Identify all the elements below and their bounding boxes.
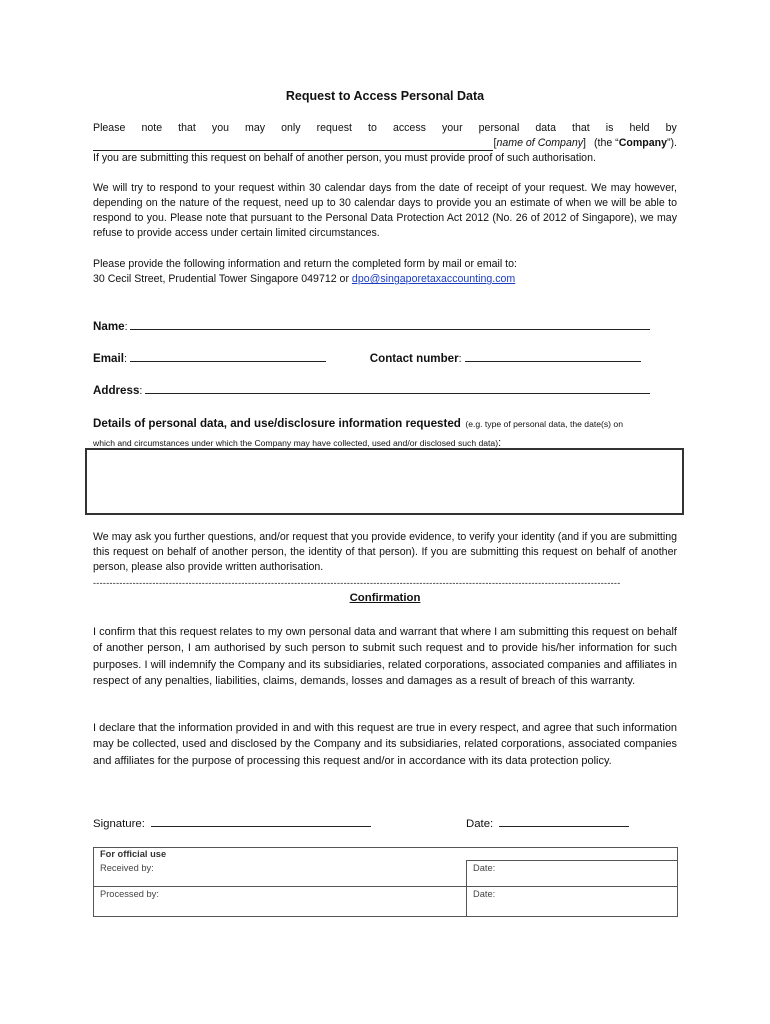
signature-date-label: Date: (466, 818, 494, 830)
processed-date-cell: Date: (467, 887, 678, 917)
processed-by-cell: Processed by: (94, 887, 467, 917)
name-colon: : (124, 321, 128, 333)
company-name-blank[interactable] (93, 139, 493, 151)
intro-word: data (535, 122, 556, 134)
signature-row (93, 815, 371, 830)
received-date-cell: Date: (467, 861, 678, 887)
intro-word: may (245, 122, 266, 134)
intro-word: by (665, 122, 677, 134)
intro-word: that (178, 122, 196, 134)
company-def-word: Company (618, 137, 667, 149)
received-by-cell: Received by: (94, 861, 467, 887)
email-label: Email (93, 352, 124, 365)
intro-line-1 (93, 121, 677, 136)
official-use-table (93, 847, 678, 917)
details-hint-1: (e.g. type of personal data, the date(s) on (465, 419, 623, 429)
intro-word: your (441, 122, 463, 134)
details-label: Details of personal data, and use/disclosure information requested (93, 417, 461, 430)
separator-line: ---------------------------------------------------------------------------------------------------------------------------------------------------------------- (93, 578, 621, 588)
contact-number-label: Contact number (369, 352, 459, 365)
intro-word: is (605, 122, 614, 134)
intro-paragraph (93, 121, 677, 166)
details-hint-colon: : (498, 437, 502, 449)
intro-word: note (141, 122, 163, 134)
name-label: Name (93, 320, 125, 333)
intro-word: request (316, 122, 352, 134)
submission-address-line (93, 272, 677, 287)
confirmation-heading: Confirmation (349, 592, 421, 604)
details-textbox[interactable] (85, 448, 684, 515)
name-field[interactable] (130, 318, 650, 330)
company-placeholder: name of Company (496, 137, 584, 149)
signature-date-row (466, 815, 629, 830)
submission-line: Please provide the following information and return the completed form by mail or email to: (93, 258, 517, 270)
company-open-bracket: [ (493, 137, 497, 149)
email-row (93, 350, 677, 367)
contact-colon: : (458, 353, 462, 365)
verification-paragraph: We may ask you further questions, and/or request that you provide evidence, to verify your identity (and if you are submitting this request on behalf of another person, the identity of that person). If you are submitting this request on behalf of another person, please also provide written authorisation. (93, 531, 677, 573)
address-colon: : (139, 385, 143, 397)
details-heading (93, 414, 693, 452)
intro-word: access (392, 122, 426, 134)
address-label: Address (93, 384, 140, 397)
page-title: Request to Access Personal Data (285, 89, 485, 103)
details-hint-2: which and circumstances under which the Company may have collected, used and/or disclosed such data) (93, 438, 499, 448)
confirmation-paragraph-1: I confirm that this request relates to my own personal data and warrant that where I am submitting this request on behalf of another person, I am authorised by such person to submit such request and to provide his/her information for such purposes. I will indemnify the Company and its subsidiaries, related corporations, associated companies and affiliates in respect of any penalties, liabilities, claims, demands, losses and damages as a result of breach of this warranty. (93, 626, 677, 687)
intro-line-2 (93, 136, 677, 151)
signature-date-field[interactable] (499, 815, 629, 827)
submission-paragraph (93, 257, 677, 287)
confirmation-paragraph-2: I declare that the information provided in and with this request are true in every respect, and agree that such information may be collected, used and disclosed by the Company and its subsidiaries, related corporations, associated companies and affiliates for the purpose of processing this request and/or in accordance with its data protection policy. (93, 722, 677, 767)
address-row (93, 382, 677, 399)
company-def-suffix: ”). (667, 137, 677, 149)
intro-word: to (368, 122, 377, 134)
mailing-address: 30 Cecil Street, Prudential Tower Singapore 049712 or (93, 273, 352, 285)
email-colon: : (123, 353, 127, 365)
official-use-heading: For official use (94, 848, 678, 861)
signature-label: Signature: (93, 818, 145, 830)
email-field[interactable] (130, 350, 326, 362)
intro-word: held (629, 122, 650, 134)
intro-word: only (281, 122, 301, 134)
email-link[interactable]: dpo@singaporetaxaccounting.com (351, 273, 516, 285)
intro-word: that (572, 122, 590, 134)
intro-line-3: If you are submitting this request on behalf of another person, you must provide proof of such authorisation. (93, 152, 596, 164)
address-field[interactable] (145, 382, 650, 394)
intro-word: Please (93, 122, 126, 134)
intro-word: personal (478, 122, 520, 134)
intro-word: you (211, 122, 229, 134)
contact-number-field[interactable] (465, 350, 641, 362)
company-close-bracket: ] (583, 137, 586, 149)
company-def-prefix: (the “ (593, 137, 619, 149)
name-row (93, 318, 677, 335)
signature-field[interactable] (151, 815, 371, 827)
response-paragraph: We will try to respond to your request within 30 calendar days from the date of receipt of your request. We may however, depending on the nature of the request, need up to 30 calendar days to provide you an estimate of when we will be able to respond to you. Please note that pursuant to the Personal Data Protection Act 2012 (No. 26 of 2012 of Singapore), we may refuse to provide access under certain limited circumstances. (93, 182, 677, 239)
